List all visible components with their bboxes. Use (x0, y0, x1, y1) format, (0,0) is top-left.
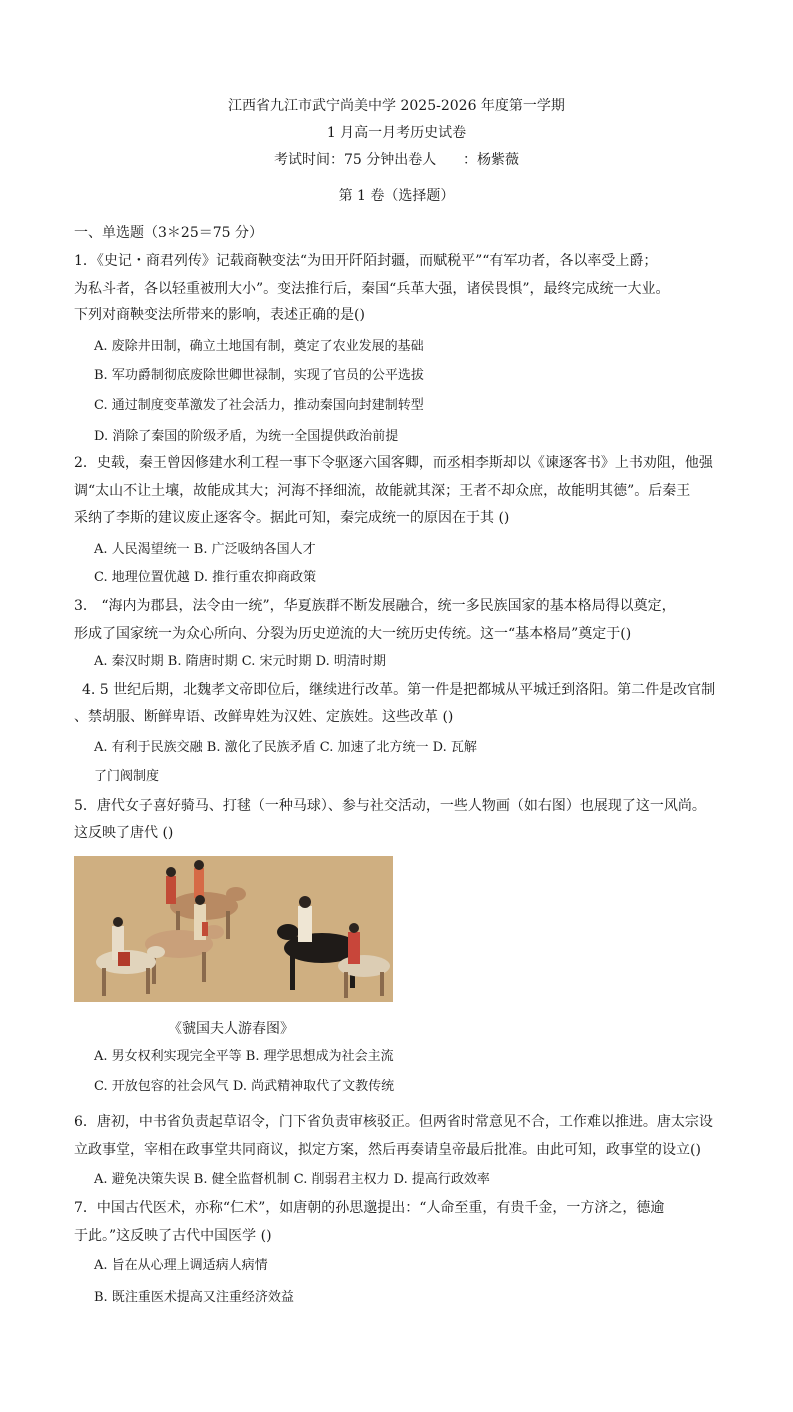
q2-line2: 调“太山不让土壤，故能成其大；河海不择细流，故能就其深；王者不却众庶，故能明其德”。后秦王 (74, 483, 691, 499)
q1-option-c: C. 通过制度变革激发了社会活力，推动秦国向封建制转型 (94, 398, 424, 413)
q1-option-a: A. 废除井田制，确立土地国有制，奠定了农业发展的基础 (94, 339, 424, 354)
q2-options-cd: C. 地理位置优越 D. 推行重农抑商政策 (94, 570, 317, 585)
q4-line1: 4. 5 世纪后期，北魏孝文帝即位后，继续进行改革。第一件是把都城从平城迁到洛阳。第二件是改官制 (82, 682, 716, 698)
exam-title-line2: 1 月高一月考历史试卷 (326, 125, 467, 141)
q2-line3: 采纳了李斯的建议废止逐客令。据此可知，秦完成统一的原因在于其 () (74, 510, 510, 526)
volume-title: 第 1 卷（选择题） (338, 188, 455, 204)
q5-line1: 5．唐代女子喜好骑马、打毬（一种马球）、参与社交活动，一些人物画（如右图）也展现了这一风尚。 (74, 798, 706, 814)
q1-line3: 下列对商鞅变法所带来的影响，表述正确的是() (74, 307, 365, 323)
q1-option-d: D. 消除了秦国的阶级矛盾，为统一全国提供政治前提 (94, 429, 399, 444)
q4-line2: 、禁胡服、断鲜卑语、改鲜卑姓为汉姓、定族姓。这些改革 () (74, 709, 454, 725)
q7-option-a: A. 旨在从心理上调适病人病情 (94, 1258, 268, 1273)
q1-option-b: B. 军功爵制彻底废除世卿世禄制，实现了官员的公平选拔 (94, 368, 424, 383)
q3-line1: 3． “海内为郡县，法令由一统”，华夏族群不断发展融合，统一多民族国家的基本格局得以奠定， (74, 598, 676, 614)
q1-line1: 1．《史记・商君列传》记载商鞅变法“为田开阡陌封疆，而赋税平”“有军功者，各以率受上爵； (74, 253, 658, 269)
q5-line2: 这反映了唐代 () (74, 825, 174, 841)
q2-line1: 2．史载，秦王曾因修建水利工程一事下令驱逐六国客卿，而丞相李斯却以《谏逐客书》上书劝阻，他强 (74, 455, 713, 471)
q6-line2: 立政事堂，宰相在政事堂共同商议，拟定方案，然后再奏请皇帝最后批准。由此可知，政事堂的设立() (74, 1142, 701, 1158)
q3-line2: 形成了国家统一为众心所向、分裂为历史逆流的大一统历史传统。这一“基本格局”奠定于() (74, 626, 632, 642)
q4-options: A. 有利于民族交融 B. 激化了民族矛盾 C. 加速了北方统一 D. 瓦解 (94, 740, 477, 755)
q5-options-ab: A. 男女权利实现完全平等 B. 理学思想成为社会主流 (94, 1049, 394, 1064)
q3-options: A. 秦汉时期 B. 隋唐时期 C. 宋元时期 D. 明清时期 (94, 654, 386, 669)
section-heading: 一、单选题（3＊25＝75 分） (74, 225, 263, 241)
painting-image (74, 856, 393, 1002)
q4-options-continued: 了门阀制度 (94, 769, 160, 784)
q2-options-ab: A. 人民渴望统一 B. 广泛吸纳各国人才 (94, 542, 316, 557)
q1-line2: 为私斗者，各以轻重被刑大小”。变法推行后，秦国“兵革大强，诸侯畏惧”，最终完成统一大业。 (74, 281, 670, 297)
q6-line1: 6．唐初，中书省负责起草诏令，门下省负责审核驳正。但两省时常意见不合，工作难以推进。唐太宗设 (74, 1114, 713, 1130)
q7-option-b: B. 既注重医术提高又注重经济效益 (94, 1290, 294, 1305)
painting-caption: 《虢国夫人游春图》 (168, 1021, 294, 1037)
q7-line2: 于此。”这反映了古代中国医学 () (74, 1228, 272, 1244)
q7-line1: 7．中国古代医术，亦称“仁术”，如唐朝的孙思邈提出：“人命至重，有贵千金，一方济之，德逾 (74, 1200, 665, 1216)
exam-info: 考试时间：75 分钟出卷人 ：杨紫薇 (274, 152, 519, 168)
q5-options-cd: C. 开放包容的社会风气 D. 尚武精神取代了文教传统 (94, 1079, 395, 1094)
q6-options: A. 避免决策失误 B. 健全监督机制 C. 削弱君主权力 D. 提高行政效率 (94, 1172, 490, 1187)
exam-title-line1: 江西省九江市武宁尚美中学 2025-2026 年度第一学期 (228, 98, 565, 114)
